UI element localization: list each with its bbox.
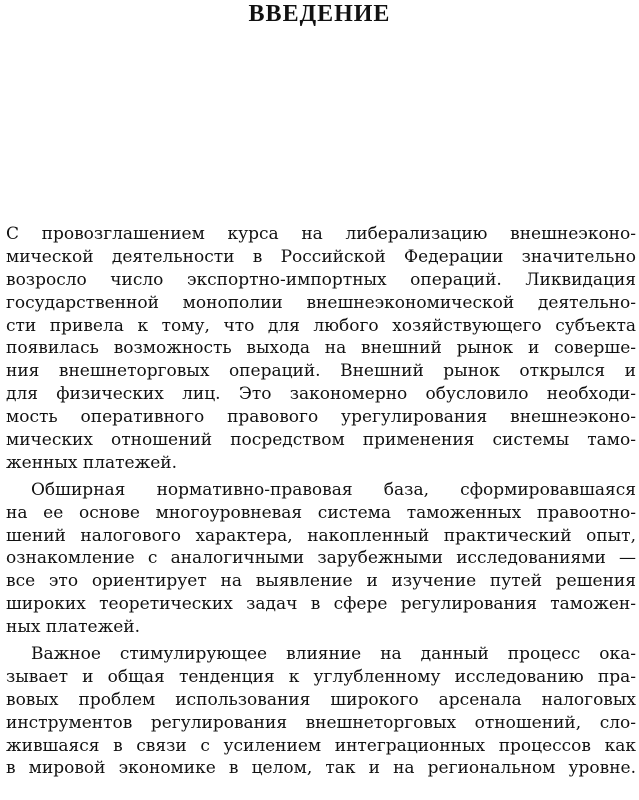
text-line: на ее основе многоуровневая система таможенных правоотно- <box>6 502 636 523</box>
text-line: сти привела к тому, что для любого хозяйствующего субъекта <box>6 315 636 336</box>
text-line: С провозглашением курса на либерализацию внешнеэконо- <box>6 224 636 244</box>
text-line: ознакомление с аналогичными зарубежными исследованиями — <box>6 548 636 569</box>
text-line: мической деятельности в Российской Федерации значительно <box>6 246 636 267</box>
text-line: возросло число экспортно-импортных операций. Ликвидация <box>6 269 636 290</box>
text-line: ния внешнеторговых операций. Внешний рынок открылся и <box>6 361 636 382</box>
text-line: для физических лиц. Это закономерно обусловило необходи- <box>6 384 636 405</box>
paragraph-2 <box>6 479 636 639</box>
text-line: Важное стимулирующее влияние на данный процесс ока- <box>31 644 636 665</box>
text-line: шений налогового характера, накопленный практический опыт, <box>6 525 636 546</box>
text-line: ных платежей. <box>6 617 141 638</box>
page-title: ВВЕДЕНИЕ <box>248 1 391 27</box>
text-line: вовых проблем использования широкого арсенала налоговых <box>6 689 636 710</box>
text-line: мость оперативного правового урегулирования внешнеэконо- <box>6 407 636 428</box>
body-text <box>6 223 636 780</box>
text-line: в мировой экономике в целом, так и на региональном уровне. <box>6 758 636 779</box>
text-line: женных платежей. <box>6 452 178 473</box>
paragraph-3 <box>6 643 636 780</box>
text-line: широких теоретических задач в сфере регулирования таможен- <box>6 594 636 615</box>
text-line: инструментов регулирования внешнеторговых отношений, сло- <box>6 712 636 733</box>
text-line: все это ориентирует на выявление и изучение путей решения <box>6 571 636 592</box>
text-line: государственной монополии внешнеэкономической деятельно- <box>6 292 636 313</box>
text-line: Обширная нормативно-правовая база, сформировавшаяся <box>31 479 636 500</box>
text-line: жившаяся в связи с усилением интеграционных процессов как <box>6 735 636 756</box>
paragraph-1 <box>6 223 636 475</box>
text-line: появилась возможность выхода на внешний рынок и соверше- <box>6 338 636 359</box>
text-line: мических отношений посредством применения системы тамо- <box>6 430 636 451</box>
text-line: зывает и общая тенденция к углубленному исследованию пра- <box>6 666 636 687</box>
